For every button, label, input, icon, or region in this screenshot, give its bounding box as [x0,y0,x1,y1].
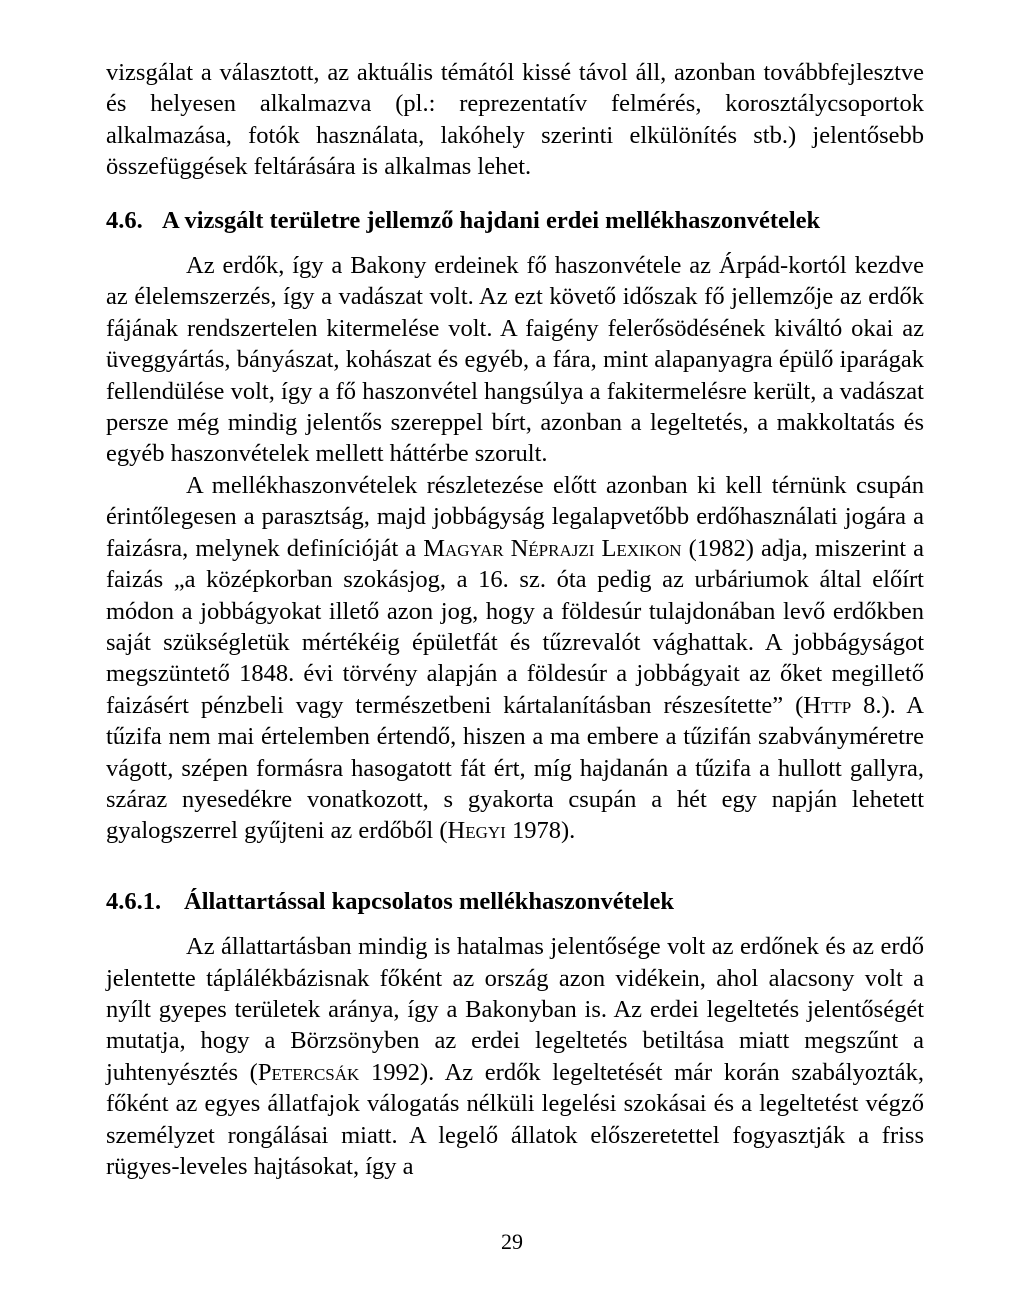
text-run: 1978). [505,817,576,845]
citation-reference: Petercsák [257,1058,360,1086]
document-page [106,57,924,1182]
section-heading-4-6 [106,205,924,236]
text-run: (1982) adja, miszerint a faizás „a középkorban szokásjog, a 16. sz. óta pedig az urbáriumok által előírt módon a jobbágyokat illető azon jog, hogy a földesúr tulajdonában levő erdőkben saját szükségletük mértékéig épületfát és tűzrevalót vághattak. A jobbágyságot megszüntető 1848. évi törvény alapján a földesúr a jobbágyait az őket megillető faizásért pénzbeli vagy természetbeni kártalanításban részesítette” ( [106,534,924,719]
citation-reference: Hegyi [447,817,506,845]
section-number: 4.6.1. [106,887,162,915]
text-run: A mellékhaszonvételek részletezése előtt azonban ki kell térnünk csupán érintőlegesen a parasztság, majd jobbágyság legalapvetőbb erdőhasználati jogára a faizásra, melynek definícióját a [106,471,924,562]
citation-reference: Magyar Néprajzi Lexikon [423,534,682,562]
body-paragraph [106,931,924,1182]
section-heading-4-6-1 [106,886,924,917]
section-title: A vizsgált területre jellemző hajdani erdei mellékhaszonvételek [162,206,821,234]
section-title: Állattartással kapcsolatos mellékhaszonvételek [184,887,674,915]
body-paragraph: Az erdők, így a Bakony erdeinek fő haszonvétele az Árpád-kortól kezdve az élelemszerzés, így a vadászat volt. Az ezt követő időszak fő jellemzője az erdők fájának rendszertelen kitermelése volt. A faigény felerősödésének kiváltó okai az üveggyártás, bányászat, kohászat és egyéb, a fára, mint alapanyagra épülő iparágak fellendülése volt, így a fő haszonvétel hangsúlya a fakitermelésre került, a vadászat persze még mindig jelentős szereppel bírt, azonban a legeltetés, a makkoltatás és egyéb haszonvételek mellett háttérbe szorult. [106,252,924,468]
text-run: 1992). Az erdők legeltetését már korán szabályozták, főként az egyes állatfajok válogatás nélküli legelési szokásai és a legeltetést végző személyzet rongálásai miatt. A legelő állatok előszeretettel fogyasztják a friss rügyes-leveles hajtásokat, így a [106,1058,924,1180]
page-number: 29 [501,1229,523,1254]
citation-reference: Http [803,691,852,719]
intro-paragraph: vizsgálat a választott, az aktuális témától kissé távol áll, azonban továbbfejlesztve és helyesen alkalmazva (pl.: reprezentatív felmérés, korosztálycsoportok alkalmazása, fotók használata, lakóhely szerinti elkülönítés stb.) jelentősebb összefüggések feltárására is alkalmas lehet. [106,59,924,181]
section-number: 4.6. [106,206,143,234]
text-run: 8.). A tűzifa nem mai értelemben értendő, hiszen a ma embere a tűzifán szabványméretre vágott, szépen formásra hasogatott fát ért, míg hajdanán a tűzifa a hullott gallyra, száraz nyesedékre vonatkozott, s gyakorta csupán a hét egy napján lehetett gyalogszerrel gyűjteni az erdőből ( [106,691,924,845]
text-run: Az állattartásban mindig is hatalmas jelentősége volt az erdőnek és az erdő jelentette táplálékbázisnak főként az ország azon vidékein, ahol alacsony volt a nyílt gyepes területek aránya, így a Bakonyban is. Az erdei legeltetés jelentőségét mutatja, hogy a Börzsönyben az erdei legeltetés betiltása miatt megszűnt a juhtenyésztés ( [106,933,924,1086]
body-paragraph [106,470,924,847]
